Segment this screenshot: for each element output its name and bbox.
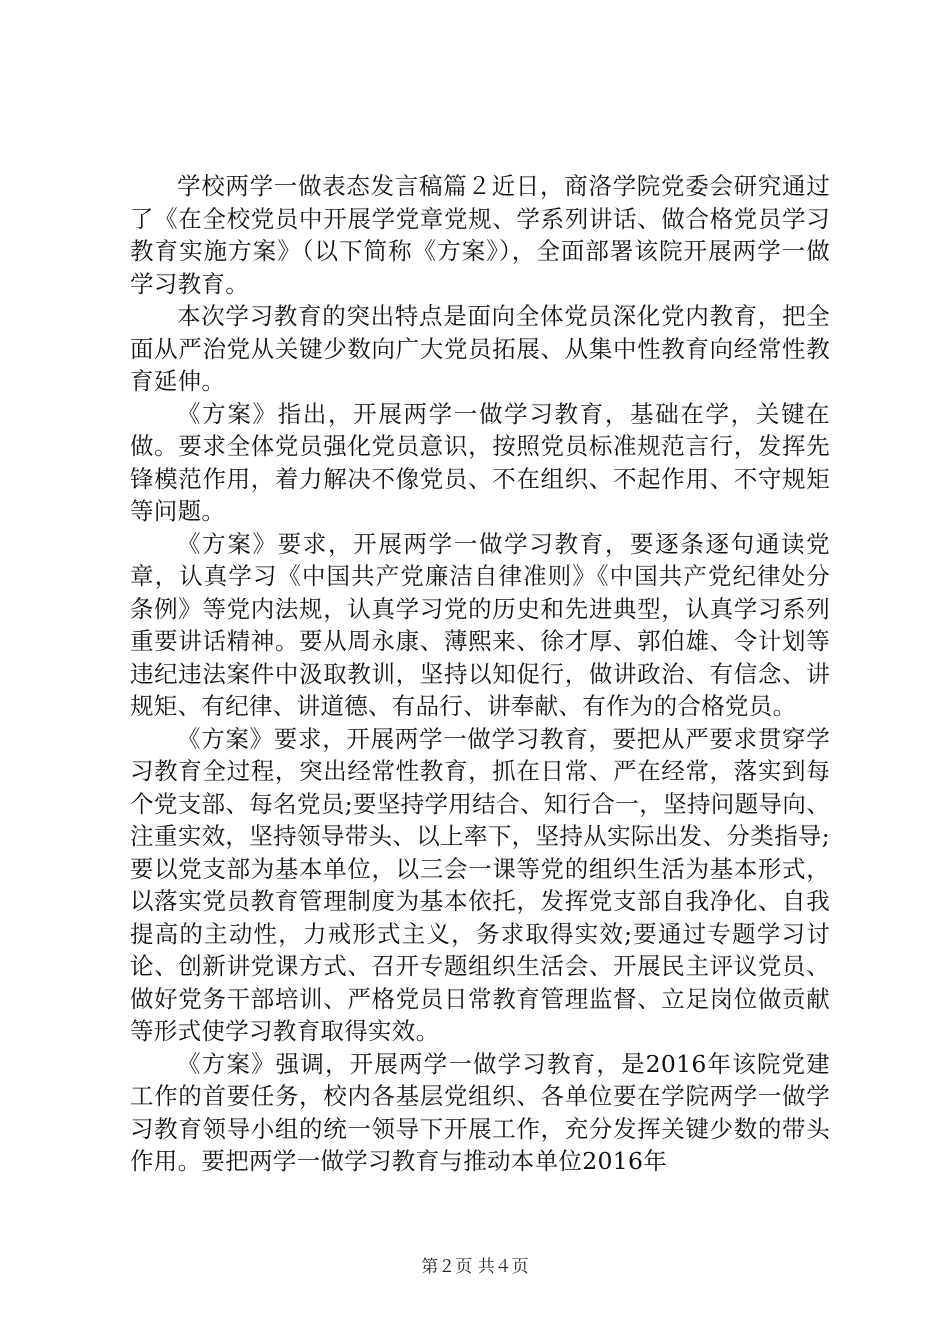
page-footer: 第２页 共４页 <box>421 1257 529 1277</box>
paragraph-4: 《方案》要求，开展两学一做学习教育，要逐条逐句通读党章，认真学习《中国共产党廉洁自律准则》《中国共产党纪律处分条例》等党内法规，认真学习党的历史和先进典型，认真学习系列重要讲话精神。要从周永康、薄熙来、徐才厚、郭伯雄、令计划等违纪违法案件中汲取教训，坚持以知促行，做讲政治、有信念、讲规矩、有纪律、讲道德、有品行、讲奉献、有作为的合格党员。 <box>130 529 830 720</box>
paragraph-5: 《方案》要求，开展两学一做学习教育，要把从严要求贯穿学习教育全过程，突出经常性教育，抓在日常、严在经常，落实到每个党支部、每名党员;要坚持学用结合、知行合一，坚持问题导向、注重实效，坚持领导带头、以上率下，坚持从实际出发、分类指导;要以党支部为基本单位，以三会一课等党的组织生活为基本形式，以落实党员教育管理制度为基本依托，发挥党支部自我净化、自我提高的主动性，力戒形式主义，务求取得实效;要通过专题学习讨论、创新讲党课方式、召开专题组织生活会、开展民主评议党员、做好党务干部培训、严格党员日常教育管理监督、立足岗位做贡献等形式使学习教育取得实效。 <box>130 724 830 1045</box>
document-body <box>130 170 830 1178</box>
paragraph-1: 学校两学一做表态发言稿篇２近日，商洛学院党委会研究通过了《在全校党员中开展学党章党规、学系列讲话、做合格党员学习教育实施方案》（以下简称《方案》），全面部署该院开展两学一做学习教育。 <box>130 172 830 298</box>
paragraph-3: 《方案》指出，开展两学一做学习教育，基础在学，关键在做。要求全体党员强化党员意识，按照党员标准规范言行，发挥先锋模范作用，着力解决不像党员、不在组织、不起作用、不守规矩等问题。 <box>130 399 830 525</box>
paragraph-2: 本次学习教育的突出特点是面向全体党员深化党内教育，把全面从严治党从关键少数向广大党员拓展、从集中性教育向经常性教育延伸。 <box>130 302 830 395</box>
paragraph-6: 《方案》强调，开展两学一做学习教育，是2016年该院党建工作的首要任务，校内各基层党组织、各单位要在学院两学一做学习教育领导小组的统一领导下开展工作，充分发挥关键少数的带头作用。要把两学一做学习教育与推动本单位2016年 <box>130 1049 830 1175</box>
